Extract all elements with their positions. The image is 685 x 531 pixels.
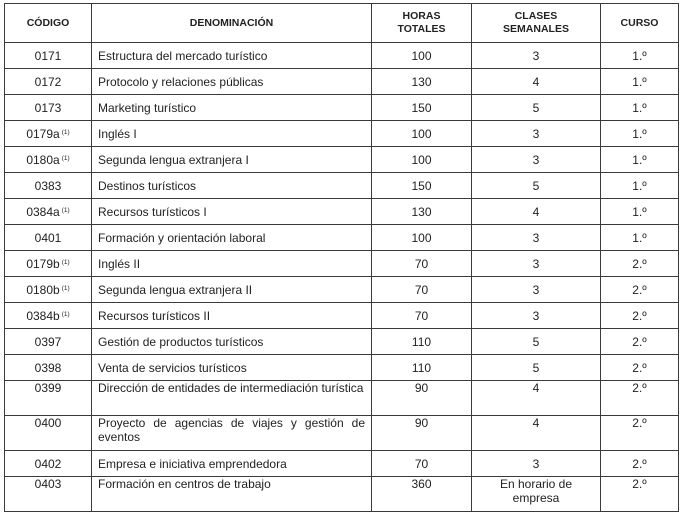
table-row bbox=[5, 121, 679, 147]
header-clases bbox=[472, 4, 601, 43]
table-row bbox=[5, 303, 679, 329]
cell-clases: 5 bbox=[472, 173, 601, 199]
cell-horas: 130 bbox=[372, 199, 472, 225]
cell-clases: En horario de empresa bbox=[472, 477, 601, 512]
cell-clases: 3 bbox=[472, 251, 601, 277]
cell-denominacion: Dirección de entidades de intermediación turística bbox=[92, 381, 372, 416]
cell-codigo bbox=[5, 225, 92, 251]
footnote-marker: (1) bbox=[61, 207, 70, 214]
footnote-marker: (1) bbox=[61, 155, 70, 162]
codigo-value: 0180a bbox=[26, 153, 60, 167]
codigo-value: 0397 bbox=[34, 334, 62, 349]
cell-horas: 100 bbox=[372, 43, 472, 69]
header-curso: CURSO bbox=[601, 4, 679, 43]
cell-horas: 100 bbox=[372, 121, 472, 147]
cell-denominacion: Venta de servicios turísticos bbox=[92, 355, 372, 381]
codigo-value: 0400 bbox=[34, 416, 62, 430]
cell-curso: 2.º bbox=[601, 451, 679, 477]
codigo-value: 0180b bbox=[26, 283, 60, 297]
cell-curso: 1.º bbox=[601, 121, 679, 147]
table-row bbox=[5, 381, 679, 416]
cell-codigo bbox=[5, 95, 92, 121]
cell-clases: 5 bbox=[472, 355, 601, 381]
table-row bbox=[5, 173, 679, 199]
cell-curso: 1.º bbox=[601, 69, 679, 95]
codigo-value: 0401 bbox=[34, 230, 62, 245]
header-codigo: CÓDIGO bbox=[5, 4, 92, 43]
cell-codigo bbox=[5, 477, 92, 512]
cell-denominacion: Recursos turísticos I bbox=[92, 199, 372, 225]
cell-denominacion: Marketing turístico bbox=[92, 95, 372, 121]
cell-codigo bbox=[5, 451, 92, 477]
cell-curso: 2.º bbox=[601, 355, 679, 381]
cell-clases: 3 bbox=[472, 303, 601, 329]
cell-denominacion: Recursos turísticos II bbox=[92, 303, 372, 329]
header-denominacion: DENOMINACIÓN bbox=[92, 4, 372, 43]
table-row bbox=[5, 355, 679, 381]
cell-codigo bbox=[5, 277, 92, 303]
header-clases-line1: CLASES bbox=[514, 10, 558, 22]
table-row bbox=[5, 147, 679, 173]
table-row bbox=[5, 69, 679, 95]
codigo-value: 0172 bbox=[34, 74, 62, 89]
footnote-marker: (1) bbox=[61, 285, 70, 292]
cell-denominacion: Gestión de productos turísticos bbox=[92, 329, 372, 355]
cell-clases: 3 bbox=[472, 451, 601, 477]
codigo-value: 0384a bbox=[26, 205, 60, 219]
cell-codigo bbox=[5, 69, 92, 95]
cell-denominacion: Formación en centros de trabajo bbox=[92, 477, 372, 512]
cell-curso: 2.º bbox=[601, 477, 679, 512]
cell-clases: 5 bbox=[472, 95, 601, 121]
cell-curso: 2.º bbox=[601, 277, 679, 303]
cell-codigo bbox=[5, 173, 92, 199]
codigo-value: 0403 bbox=[34, 477, 62, 491]
cell-horas: 110 bbox=[372, 355, 472, 381]
cell-clases: 3 bbox=[472, 147, 601, 173]
cell-denominacion: Segunda lengua extranjera I bbox=[92, 147, 372, 173]
cell-horas: 150 bbox=[372, 173, 472, 199]
cell-horas: 100 bbox=[372, 147, 472, 173]
cell-clases: 4 bbox=[472, 381, 601, 416]
cell-curso: 1.º bbox=[601, 95, 679, 121]
header-horas-line1: HORAS bbox=[402, 10, 441, 22]
cell-denominacion: Proyecto de agencias de viajes y gestión de eventos bbox=[92, 416, 372, 451]
cell-horas: 70 bbox=[372, 303, 472, 329]
cell-horas: 100 bbox=[372, 225, 472, 251]
cell-clases: 3 bbox=[472, 277, 601, 303]
cell-curso: 1.º bbox=[601, 147, 679, 173]
cell-curso: 1.º bbox=[601, 199, 679, 225]
cell-clases: 4 bbox=[472, 416, 601, 451]
cell-curso: 2.º bbox=[601, 381, 679, 416]
codigo-value: 0399 bbox=[34, 381, 62, 395]
cell-curso: 1.º bbox=[601, 173, 679, 199]
table-row bbox=[5, 225, 679, 251]
cell-denominacion: Formación y orientación laboral bbox=[92, 225, 372, 251]
cell-codigo bbox=[5, 251, 92, 277]
cell-horas: 110 bbox=[372, 329, 472, 355]
codigo-value: 0384b bbox=[26, 309, 60, 323]
table-row bbox=[5, 43, 679, 69]
header-clases-line2: SEMANALES bbox=[503, 23, 569, 35]
codigo-value: 0173 bbox=[34, 100, 62, 115]
table-row bbox=[5, 277, 679, 303]
codigo-value: 0179a bbox=[26, 127, 60, 141]
cell-codigo bbox=[5, 303, 92, 329]
codigo-value: 0398 bbox=[34, 360, 62, 375]
cell-horas: 90 bbox=[372, 416, 472, 451]
cell-clases: 5 bbox=[472, 329, 601, 355]
cell-codigo bbox=[5, 147, 92, 173]
cell-denominacion: Segunda lengua extranjera II bbox=[92, 277, 372, 303]
table-row bbox=[5, 451, 679, 477]
cell-horas: 70 bbox=[372, 451, 472, 477]
cell-clases: 4 bbox=[472, 69, 601, 95]
cell-codigo bbox=[5, 416, 92, 451]
cell-horas: 70 bbox=[372, 277, 472, 303]
cell-clases: 4 bbox=[472, 199, 601, 225]
cell-horas: 70 bbox=[372, 251, 472, 277]
table-row bbox=[5, 329, 679, 355]
cell-horas: 90 bbox=[372, 381, 472, 416]
cell-clases: 3 bbox=[472, 121, 601, 147]
table-row bbox=[5, 251, 679, 277]
cell-horas: 130 bbox=[372, 69, 472, 95]
cell-denominacion: Estructura del mercado turístico bbox=[92, 43, 372, 69]
cell-denominacion: Protocolo y relaciones públicas bbox=[92, 69, 372, 95]
cell-codigo bbox=[5, 43, 92, 69]
table-row bbox=[5, 95, 679, 121]
codigo-value: 0179b bbox=[26, 257, 60, 271]
cell-curso: 2.º bbox=[601, 303, 679, 329]
cell-curso: 2.º bbox=[601, 416, 679, 451]
table-row bbox=[5, 199, 679, 225]
cell-clases: 3 bbox=[472, 43, 601, 69]
cell-denominacion: Inglés I bbox=[92, 121, 372, 147]
cell-curso: 1.º bbox=[601, 43, 679, 69]
cell-codigo bbox=[5, 329, 92, 355]
footnote-marker: (1) bbox=[61, 259, 70, 266]
table-row bbox=[5, 477, 679, 512]
cell-horas: 150 bbox=[372, 95, 472, 121]
header-row bbox=[5, 4, 679, 43]
cell-codigo bbox=[5, 199, 92, 225]
cell-denominacion: Empresa e iniciativa emprendedora bbox=[92, 451, 372, 477]
codigo-value: 0402 bbox=[34, 456, 62, 471]
cell-codigo bbox=[5, 121, 92, 147]
table-row bbox=[5, 416, 679, 451]
cell-codigo bbox=[5, 355, 92, 381]
cell-curso: 2.º bbox=[601, 251, 679, 277]
cell-curso: 2.º bbox=[601, 329, 679, 355]
modules-table bbox=[4, 3, 679, 512]
cell-clases: 3 bbox=[472, 225, 601, 251]
codigo-value: 0383 bbox=[34, 178, 62, 193]
cell-denominacion: Inglés II bbox=[92, 251, 372, 277]
cell-codigo bbox=[5, 381, 92, 416]
cell-curso: 1.º bbox=[601, 225, 679, 251]
footnote-marker: (1) bbox=[61, 129, 70, 136]
header-horas bbox=[372, 4, 472, 43]
codigo-value: 0171 bbox=[34, 48, 62, 63]
cell-denominacion: Destinos turísticos bbox=[92, 173, 372, 199]
footnote-marker: (1) bbox=[61, 311, 70, 318]
cell-horas: 360 bbox=[372, 477, 472, 512]
header-horas-line2: TOTALES bbox=[397, 23, 446, 35]
